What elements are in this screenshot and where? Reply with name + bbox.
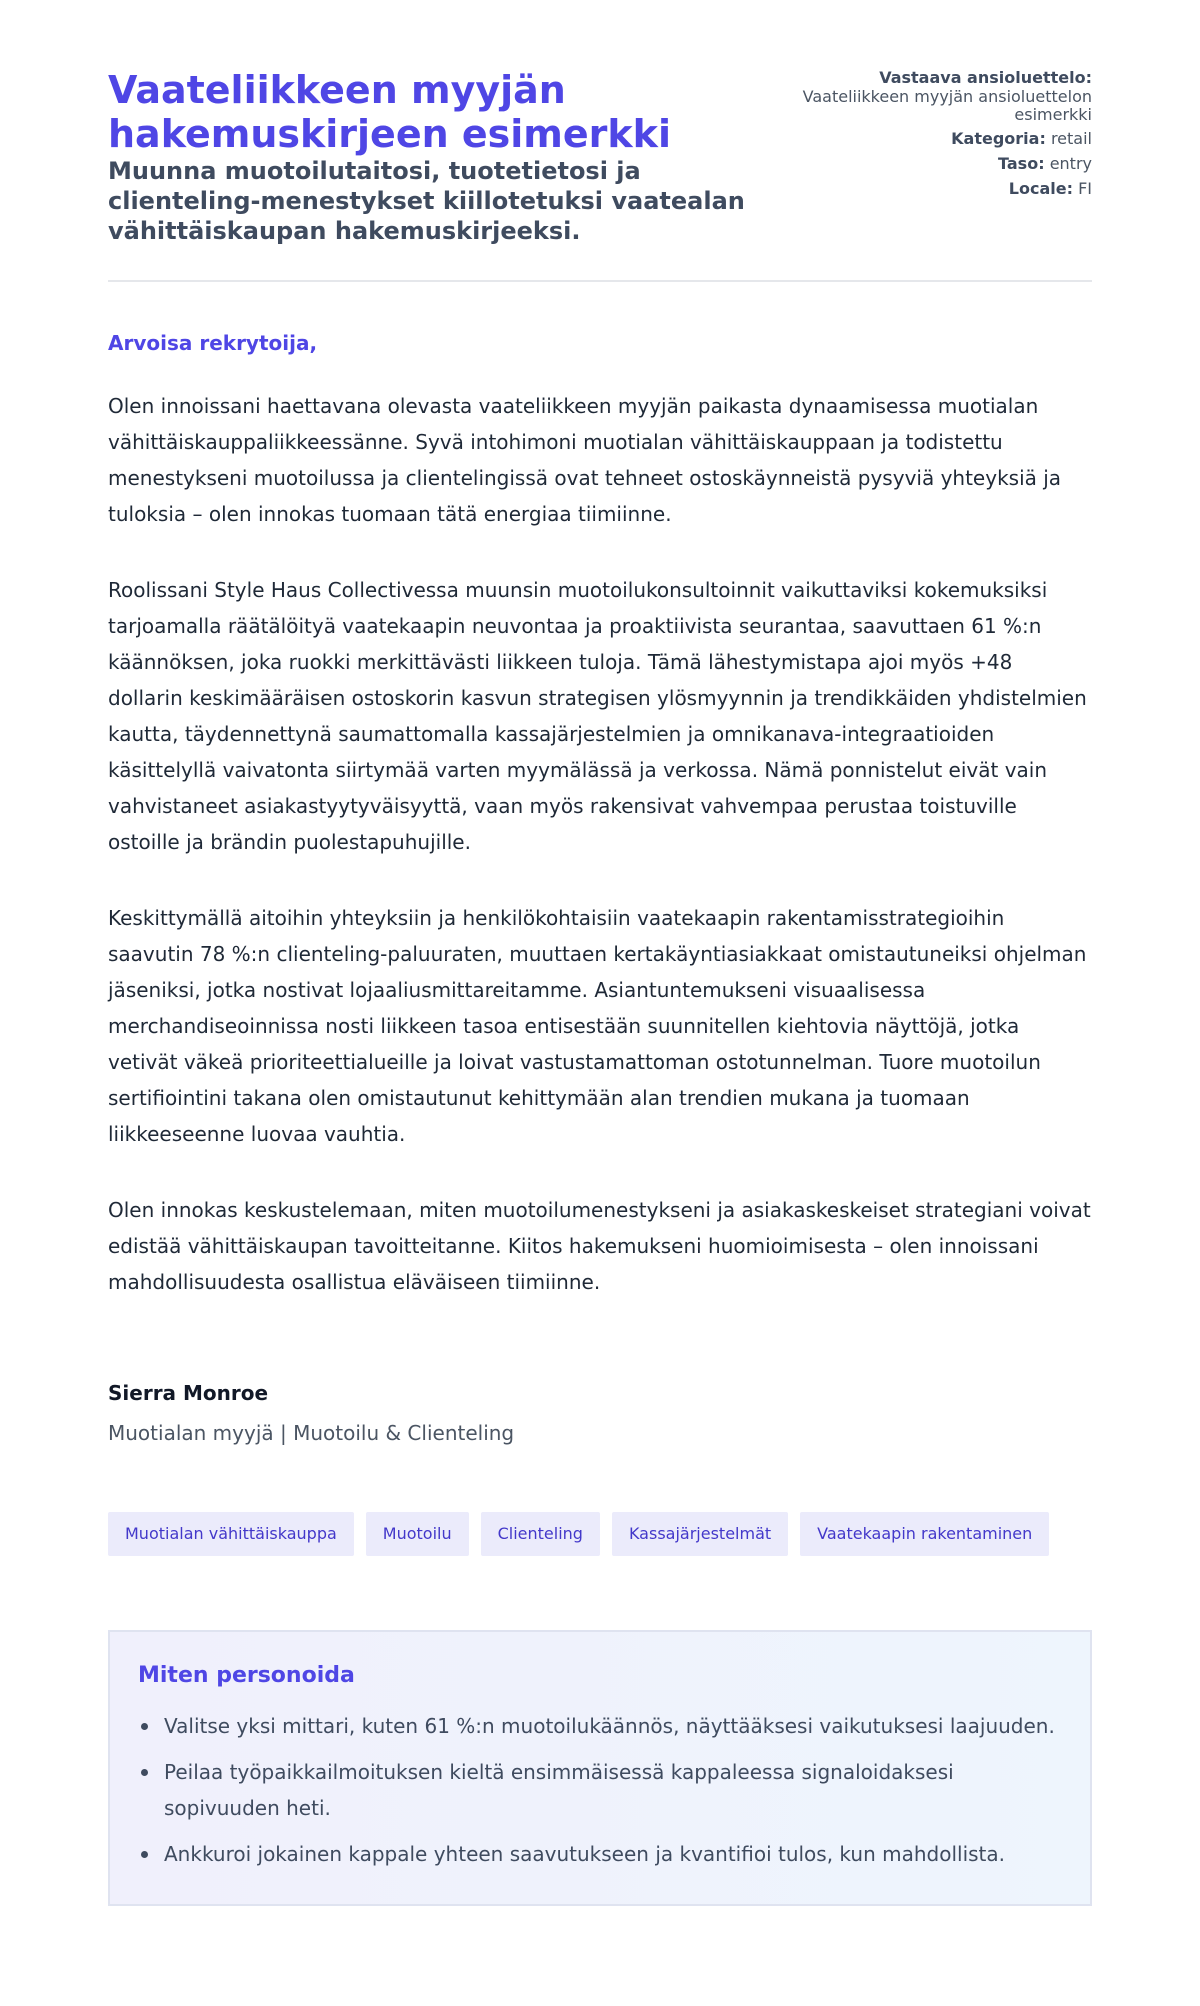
meta-related-resume: [797, 68, 1092, 124]
meta-locale-label: Locale:: [1008, 179, 1073, 198]
bullet-icon: [141, 1769, 148, 1776]
skill-tag: Vaatekaapin rakentaminen: [800, 1512, 1049, 1556]
signature-title: Muotialan myyjä | Muotoilu & Clienteling: [108, 1421, 515, 1445]
letter-body: [108, 282, 1092, 1446]
skill-tags: [108, 1512, 1092, 1556]
meta-category: [797, 129, 1092, 149]
tip-text: Valitse yksi mittari, kuten 61 %:n muotoilukäännös, näyttääksesi vaikutuksesi laajuuden.: [164, 1714, 1055, 1738]
letter-paragraph: Olen innokas keskustelemaan, miten muotoilumenestykseni ja asiakaskeskeiset strategiani voivat edistää vähittäiskaupan tavoitteitanne. Kiitos hakemukseni huomioimisesta – olen innoissani mahdollisuudesta osallistua eläväiseen tiimiinne.: [108, 1198, 1091, 1294]
meta-level-label: Taso:: [998, 154, 1045, 173]
skill-tag: Kassajärjestelmät: [612, 1512, 788, 1556]
skill-tag: Muotoilu: [366, 1512, 469, 1556]
header-titles: [108, 68, 797, 246]
letter-paragraph: Roolissani Style Haus Collectivessa muunsin muotoilukonsultoinnit vaikuttaviksi kokemuksiksi tarjoamalla räätälöityä vaatekaapin neuvontaa ja proaktiivista seurantaa, saavuttaen 61 %:n käännöksen, joka ruokki merkittävästi liikkeen tuloja. Tämä lähestymistapa ajoi myös +48 dollarin keskimääräisen ostoskorin kasvun strategisen ylösmyynnin ja trendikkäiden yhdistelmien kautta, täydennettynä saumattomalla kassajärjestelmien ja omnikanava-integraatioiden käsittelyllä vaivatonta siirtymää varten myymälässä ja verkossa. Nämä ponnistelut eivät vain vahvistaneet asiakastyytyväisyyttä, vaan myös rakensivat vahvempaa perustaa toistuville ostoille ja brändin puolestapuhujille.: [108, 578, 1087, 854]
tip-item: [138, 1754, 1062, 1826]
signature-name: Sierra Monroe: [108, 1381, 269, 1405]
tips-list: [138, 1708, 1062, 1872]
letter-paragraph: Keskittymällä aitoihin yhteyksiin ja henkilökohtaisiin vaatekaapin rakentamisstrategioihin saavutin 78 %:n clienteling-paluuraten, muuttaen kertakäyntiasiakkaat omistautuneiksi ohjelman jäseniksi, jotka nostivat lojaaliusmittareitamme. Asiantuntemukseni visuaalisessa merchandiseoinnissa nosti liikkeen tasoa entisestään suunnitellen kiehtovia näyttöjä, jotka vetivät väkeä prioriteettialueille ja loivat vastustamattoman ostotunnelman. Tuore muotoilun sertifiointini takana olen omistautunut kehittymään alan trendien mukana ja tuomaan liikkeeseenne luovaa vauhtia.: [108, 906, 1087, 1146]
meta-category-value: retail: [1050, 129, 1092, 148]
meta-locale-value: FI: [1078, 179, 1092, 198]
meta-panel: [797, 68, 1092, 204]
meta-related-resume-link[interactable]: Vaateliikkeen myyjän ansioluettelon esimerkki: [802, 87, 1092, 124]
tip-text: Peilaa työpaikkailmoituksen kieltä ensimmäisessä kappaleessa signaloidaksesi sopivuuden heti.: [164, 1760, 954, 1820]
tip-item: [138, 1836, 1062, 1872]
meta-category-label: Kategoria:: [951, 129, 1046, 148]
tip-text: Ankkuroi jokainen kappale yhteen saavutukseen ja kvantifioi tulos, kun mahdollista.: [164, 1842, 1005, 1866]
meta-related-resume-label: Vastaava ansioluettelo:: [879, 68, 1092, 87]
skill-tag: Muotialan vähittäiskauppa: [108, 1512, 354, 1556]
salutation: Arvoisa rekrytoija,: [108, 331, 318, 355]
signature-block: [108, 1380, 1092, 1446]
bullet-icon: [141, 1723, 148, 1730]
tips-title: Miten personoida: [138, 1663, 355, 1688]
meta-locale: [797, 179, 1092, 199]
personalization-tips: [108, 1630, 1092, 1906]
bullet-icon: [141, 1851, 148, 1858]
page-subtitle: Muunna muotoilutaitosi, tuotetietosi ja clienteling-menestykset kiillotetuksi vaatealan vähittäiskaupan hakemuskirjeeksi.: [108, 157, 745, 245]
page-header: [108, 68, 1092, 282]
skill-tag: Clienteling: [481, 1512, 600, 1556]
tip-item: [138, 1708, 1062, 1744]
meta-level-value: entry: [1049, 154, 1092, 173]
page-title: Vaateliikkeen myyjän hakemuskirjeen esimerkki: [108, 68, 671, 156]
meta-level: [797, 154, 1092, 174]
letter-paragraph: Olen innoissani haettavana olevasta vaateliikkeen myyjän paikasta dynaamisessa muotialan vähittäiskauppaliikkeessänne. Syvä intohimoni muotialan vähittäiskauppaan ja todistettu menestykseni muotoilussa ja clientelingissä ovat tehneet ostoskäynneistä pysyviä yhteyksiä ja tuloksia – olen innokas tuomaan tätä energiaa tiimiinne.: [108, 394, 1062, 526]
